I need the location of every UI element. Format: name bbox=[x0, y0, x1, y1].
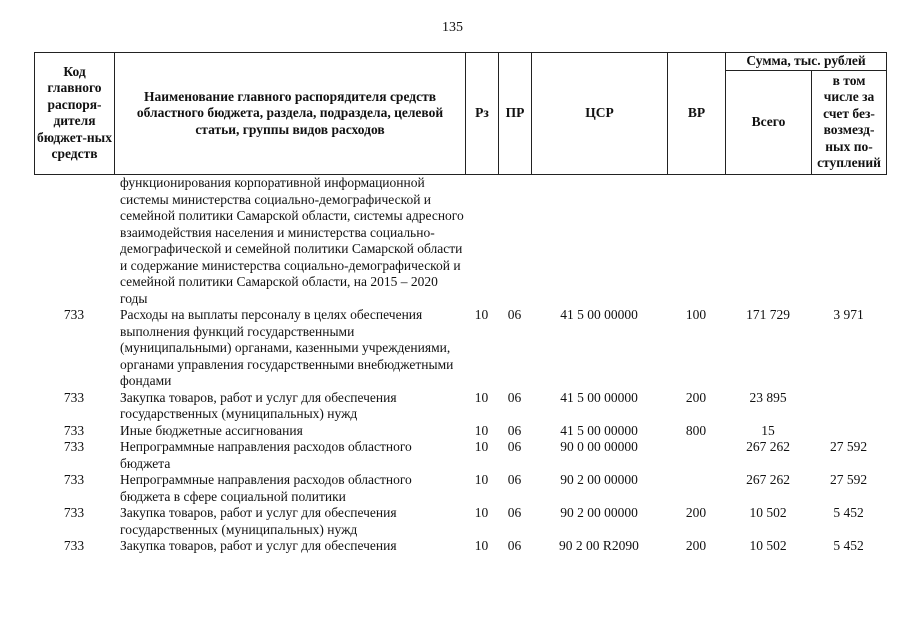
row-rz: 10 bbox=[474, 439, 489, 454]
budget-table bbox=[34, 175, 886, 555]
row-free bbox=[811, 423, 886, 440]
row-pr: 06 bbox=[507, 472, 522, 487]
row-vr: 200 bbox=[685, 389, 707, 405]
page-number: 135 bbox=[442, 20, 463, 35]
row-vr: 100 bbox=[685, 307, 707, 322]
row-total: 267 262 bbox=[746, 439, 790, 454]
row-free: 3 971 bbox=[833, 307, 864, 322]
header-rz: Рз bbox=[466, 53, 499, 175]
header-total: Всего bbox=[726, 70, 812, 174]
row-pr: 06 bbox=[507, 307, 522, 322]
row-total bbox=[725, 175, 811, 307]
row-code: 733 bbox=[63, 505, 85, 520]
row-rz: 10 bbox=[474, 389, 489, 405]
row-total: 10 502 bbox=[749, 505, 787, 520]
row-code: 733 bbox=[63, 472, 85, 487]
row-pr: 06 bbox=[507, 505, 522, 520]
header-code: Код главного распоря-дителя бюджет-ных средств bbox=[35, 53, 115, 175]
table-header bbox=[34, 52, 887, 175]
row-pr: 06 bbox=[507, 389, 522, 405]
row-name: Непрограммные направления расходов областного бюджета в сфере социальной политики bbox=[120, 472, 412, 504]
header-csr: ЦСР bbox=[532, 53, 668, 175]
row-code: 733 bbox=[63, 538, 85, 553]
row-rz: 10 bbox=[474, 472, 489, 487]
row-free: 27 592 bbox=[829, 439, 868, 454]
row-rz: 10 bbox=[474, 422, 489, 438]
row-csr bbox=[531, 175, 667, 307]
row-free: 5 452 bbox=[833, 505, 864, 520]
row-name: Расходы на выплаты персоналу в целях обеспечения выполнения функций государственными (муниципальными) органами, казенными учреждениями, органами управления государственными внебюджетными фондами bbox=[120, 307, 454, 388]
header-name: Наименование главного распорядителя средств областного бюджета, раздела, подраздела, целевой статьи, группы видов расходов bbox=[115, 53, 466, 175]
row-code: 733 bbox=[63, 307, 85, 322]
row-vr bbox=[667, 439, 725, 472]
header-vr: ВР bbox=[668, 53, 726, 175]
table-row bbox=[34, 390, 886, 423]
row-vr: 200 bbox=[685, 505, 707, 520]
row-rz: 10 bbox=[474, 505, 489, 520]
row-vr bbox=[667, 472, 725, 505]
row-rz bbox=[465, 175, 498, 307]
row-free: 27 592 bbox=[829, 472, 868, 487]
table-row bbox=[34, 175, 886, 307]
row-csr: 41 5 00 00000 bbox=[560, 307, 638, 322]
row-csr: 90 0 00 00000 bbox=[560, 439, 638, 454]
header-free: в том числе за счет без-возмезд-ных по-ступлений bbox=[812, 70, 887, 174]
row-vr: 200 bbox=[685, 538, 707, 553]
row-csr: 90 2 00 00000 bbox=[560, 505, 638, 520]
row-name: Непрограммные направления расходов областного бюджета bbox=[120, 439, 412, 471]
row-total: 10 502 bbox=[749, 538, 787, 553]
row-total: 23 895 bbox=[749, 389, 787, 405]
table-row bbox=[34, 307, 886, 390]
table-row bbox=[34, 439, 886, 472]
row-free: 5 452 bbox=[833, 538, 864, 553]
row-name: Иные бюджетные ассигнования bbox=[120, 422, 303, 438]
table-row bbox=[34, 472, 886, 505]
table-row bbox=[34, 505, 886, 538]
row-rz: 10 bbox=[474, 538, 489, 553]
row-code: 733 bbox=[63, 422, 85, 438]
row-code: 733 bbox=[63, 389, 85, 405]
table-row bbox=[34, 538, 886, 555]
row-csr: 90 2 00 00000 bbox=[560, 472, 638, 487]
row-total: 15 bbox=[761, 422, 775, 438]
row-name: функционирования корпоративной информационной системы министерства социально-демографической и семейной политики Самарской области, системы адресного взаимодействия населения и министерства социально-демографической и семейной политики Самарской области и содержание министерства социально-демографической и семейной политики Самарской области, на 2015 – 2020 годы bbox=[120, 175, 464, 306]
row-free bbox=[811, 175, 886, 307]
header-sum-group: Сумма, тыс. рублей bbox=[726, 53, 887, 71]
row-vr: 800 bbox=[685, 422, 707, 438]
row-code bbox=[34, 175, 114, 307]
table-row bbox=[34, 423, 886, 440]
row-pr: 06 bbox=[507, 439, 522, 454]
row-csr: 90 2 00 R2090 bbox=[559, 538, 639, 553]
row-vr bbox=[667, 175, 725, 307]
row-pr: 06 bbox=[507, 538, 522, 553]
row-name: Закупка товаров, работ и услуг для обеспечения государственных (муниципальных) нужд bbox=[120, 389, 397, 421]
row-csr: 41 5 00 00000 bbox=[560, 389, 638, 405]
row-free bbox=[811, 390, 886, 423]
row-total: 171 729 bbox=[746, 307, 790, 322]
row-pr: 06 bbox=[507, 422, 522, 438]
row-name: Закупка товаров, работ и услуг для обеспечения bbox=[120, 538, 397, 553]
row-code: 733 bbox=[63, 439, 85, 454]
row-rz: 10 bbox=[474, 307, 489, 322]
row-name: Закупка товаров, работ и услуг для обеспечения государственных (муниципальных) нужд bbox=[120, 505, 397, 537]
row-pr bbox=[498, 175, 531, 307]
header-pr: ПР bbox=[499, 53, 532, 175]
row-total: 267 262 bbox=[746, 472, 790, 487]
row-csr: 41 5 00 00000 bbox=[560, 422, 638, 438]
